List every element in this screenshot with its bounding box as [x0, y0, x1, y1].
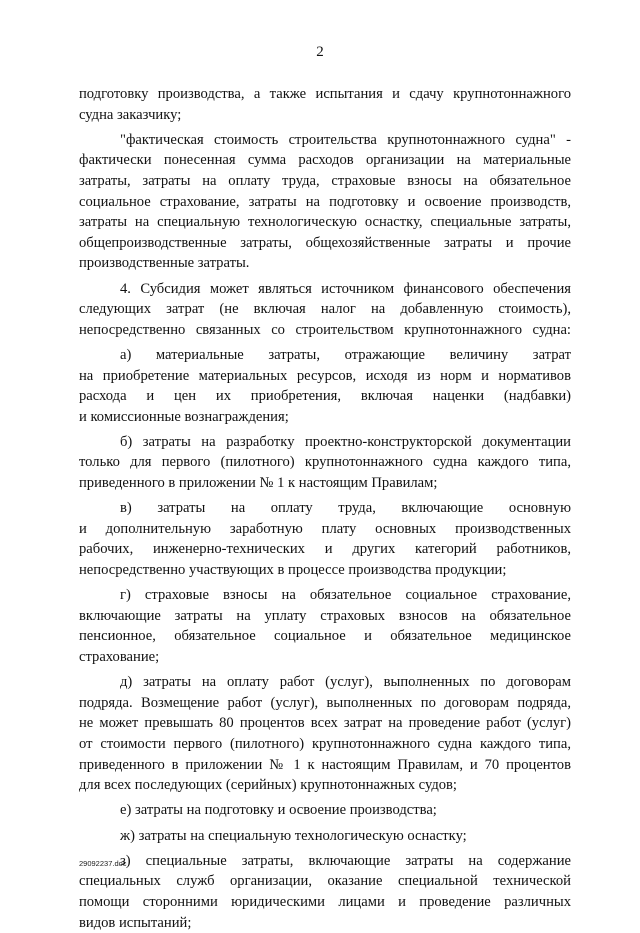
text-line: рабочих, инженерно-технических и других категорий работников,	[79, 539, 571, 560]
text-line: з) специальные затраты, включающие затраты на содержание	[79, 851, 571, 872]
text-line: помощи сторонними юридическими лицами и проведение различных	[79, 892, 571, 913]
text-line: для всех последующих (серийных) крупнотоннажных судов;	[79, 775, 571, 796]
text-line: а) материальные затраты, отражающие величину затрат	[79, 345, 571, 366]
text-line: в) затраты на оплату труда, включающие основную	[79, 498, 571, 519]
text-line: е) затраты на подготовку и освоение производства;	[79, 800, 571, 821]
text-line: 4. Субсидия может являться источником финансового обеспечения	[79, 279, 571, 300]
text-line: ж) затраты на специальную технологическую оснастку;	[79, 826, 571, 847]
text-line: не может превышать 80 процентов всех затрат на проведение работ (услуг)	[79, 713, 571, 734]
text-line: затраты на специальную технологическую оснастку, специальные затраты,	[79, 212, 571, 233]
text-line: производственные затраты.	[79, 253, 571, 274]
text-line: видов испытаний;	[79, 913, 571, 933]
text-line: пенсионное, обязательное социальное и обязательное медицинское	[79, 626, 571, 647]
text-line: расхода и цен их приобретения, включая наценки (надбавки)	[79, 386, 571, 407]
text-line: только для первого (пилотного) крупнотоннажного судна каждого типа,	[79, 452, 571, 473]
text-line: от стоимости первого (пилотного) крупнотоннажного судна каждого типа,	[79, 734, 571, 755]
text-line: приведенного в приложении № 1 к настоящим Правилам;	[79, 473, 571, 494]
text-line: общепроизводственные затраты, общехозяйственные затраты и прочие	[79, 233, 571, 254]
document-body	[79, 84, 571, 933]
text-line: непосредственно участвующих в процессе производства продукции;	[79, 560, 571, 581]
text-line: подряда. Возмещение работ (услуг), выполненных по договорам подряда,	[79, 693, 571, 714]
text-line: г) страховые взносы на обязательное социальное страхование,	[79, 585, 571, 606]
text-line: следующих затрат (не включая налог на добавленную стоимость),	[79, 299, 571, 320]
text-line: затраты, затраты на оплату труда, страховые взносы на обязательное	[79, 171, 571, 192]
text-line: "фактическая стоимость строительства крупнотоннажного судна" -	[79, 130, 571, 151]
page-number: 2	[0, 44, 640, 61]
text-line: специальных служб организации, оказание специальной технической	[79, 871, 571, 892]
text-line: страхование;	[79, 647, 571, 668]
text-line: на приобретение материальных ресурсов, исходя из норм и нормативов	[79, 366, 571, 387]
text-line: включающие затраты на уплату страховых взносов на обязательное	[79, 606, 571, 627]
text-line: подготовку производства, а также испытания и сдачу крупнотоннажного	[79, 84, 571, 105]
text-line: социальное страхование, затраты на подготовку и освоение производств,	[79, 192, 571, 213]
text-line: и дополнительную заработную плату основных производственных	[79, 519, 571, 540]
text-line: судна заказчику;	[79, 105, 571, 126]
text-line: и комиссионные вознаграждения;	[79, 407, 571, 428]
text-line: д) затраты на оплату работ (услуг), выполненных по договорам	[79, 672, 571, 693]
text-line: б) затраты на разработку проектно-конструкторской документации	[79, 432, 571, 453]
text-line: непосредственно связанных со строительством крупнотоннажного судна:	[79, 320, 571, 341]
file-name-footer: 29092237.doc	[79, 859, 127, 868]
text-line: фактически понесенная сумма расходов организации на материальные	[79, 150, 571, 171]
text-line: приведенного в приложении № 1 к настоящим Правилам, и 70 процентов	[79, 755, 571, 776]
